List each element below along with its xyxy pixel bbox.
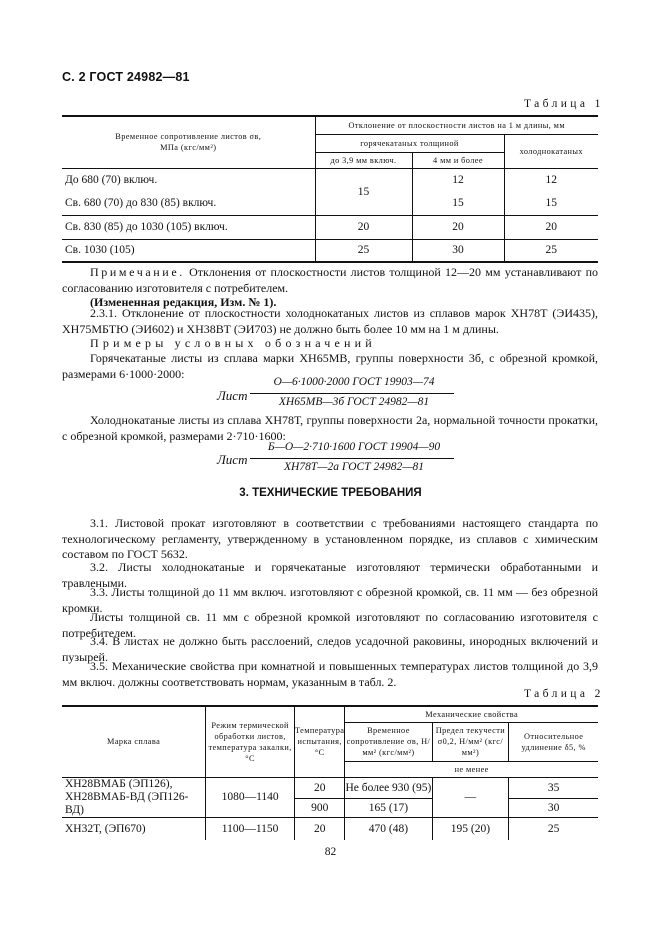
table-row: До 680 (70) включ. 15 12 12 [62, 168, 598, 191]
t1-header-deviation: Отклонение от плоскостности листов на 1 м длины, мм [315, 116, 598, 134]
paragraph-3-2: 3.2. Листы холоднокатаные и горячекатаные изготовляют термически обработанными и травлеными. [62, 560, 598, 590]
table2-label: Таблица 2 [524, 688, 604, 700]
t2-header-uts: Временное сопротивление σв, Н/мм² (кгс/мм²) [345, 722, 432, 761]
paragraph-3-4: 3.4. В листах не должно быть расслоений, следов усадочной раковины, инородных включений и пузырей. [62, 634, 598, 664]
table2 [62, 705, 598, 840]
example-1-text: Горячекатаные листы из сплава марки ХН65МВ, группы поверхности 3б, с обрезной кромкой, размерами 6·1000·2000: [62, 351, 598, 381]
t1-header-hot: горячекатаных толщиной [315, 134, 504, 152]
formula-2-fraction-line [250, 458, 454, 459]
section-3-title: 3. ТЕХНИЧЕСКИЕ ТРЕБОВАНИЯ [239, 487, 422, 499]
amendment-note: (Измененная редакция, Изм. № 1). [90, 295, 277, 309]
t1-header-cold: холоднокатаных [504, 134, 598, 168]
t2-header-min: не менее [345, 761, 598, 777]
table1-note: Примечание. Отклонения от плоскостности листов толщиной 12—20 мм устанавливают по согласованию изготовителя с потребителем. [62, 265, 599, 295]
formula-2-word: Лист [217, 452, 248, 467]
formula-1-word: Лист [217, 388, 248, 403]
formula-1-fraction-line [250, 393, 454, 394]
t2-header-temp: Температура испытания, °С [295, 706, 345, 777]
paragraph-2-3-1: 2.3.1. Отклонение от плоскостности холоднокатаных листов из сплавов марок ХН78Т (ЭИ435), ХН75МБТЮ (ЭИ602) и ХН38ВТ (ЭИ703) не должно быть более 10 мм на 1 м длины. [62, 306, 598, 336]
table1-label: Таблица 1 [524, 98, 604, 110]
t1-merged-cell: 15 [315, 168, 412, 215]
t1-header-strength: Временное сопротивление листов σв, МПа (кгс/мм²) [62, 116, 315, 168]
t2-header-mode: Режим термической обработки листов, температура закалки, °С [206, 706, 295, 777]
paragraph-3-5: 3.5. Механические свойства при комнатной и повышенных температурах листов толщиной до 3,9 мм включ. должны соответствовать нормам, указанным в табл. 2. [62, 659, 598, 689]
paragraph-3-1: 3.1. Листовой прокат изготовляют в соответствии с требованиями настоящего стандарта по технологическому регламенту, утвержденному в установленном порядке, из сплавов с химическим составом по ГОСТ 5632. [62, 516, 598, 562]
t1-header-hot-b: 4 мм и более [412, 152, 504, 168]
table1 [62, 115, 598, 263]
table-row: ХН28ВМАБ (ЭП126), ХН28ВМАБ-ВД (ЭП126-ВД) 1080—1140 20 Не более 930 (95) — 35 [62, 777, 598, 798]
paragraph-3-3-b: Листы толщиной св. 11 мм с обрезной кромкой изготовляют по согласованию изготовителя с потребителем. [62, 610, 598, 640]
table-row: Св. 680 (70) до 830 (85) включ. 15 15 [62, 191, 598, 215]
examples-title: Примеры условных обозначений [90, 336, 376, 350]
table-row: 900 165 (17) 30 [62, 798, 598, 817]
page-number: 82 [324, 846, 337, 858]
table-row: Св. 1030 (105) 25 30 25 [62, 239, 598, 262]
table-row: ХН32Т, (ЭП670) 1100—1150 20 470 (48) 195 (20) 25 [62, 817, 598, 840]
formula-2-denominator: ХН78Т—2а ГОСТ 24982—81 [284, 461, 424, 473]
t1-header-hot-a: до 3,9 мм включ. [315, 152, 412, 168]
formula-2-numerator: Б—О—2·710·1600 ГОСТ 19904—90 [267, 441, 441, 453]
example-2-text: Холоднокатаные листы из сплава ХН78Т, группы поверхности 2а, нормальной точности прокатки, с обрезной кромкой, размерами 2·710·1600: [62, 413, 598, 443]
t2-header-mech: Механические свойства [345, 706, 598, 722]
formula-1-denominator: ХН65МВ—3б ГОСТ 24982—81 [278, 396, 430, 408]
t2-header-yield: Предел текучести σ0,2, Н/мм² (кгс/мм²) [432, 722, 509, 761]
paragraph-3-3: 3.3. Листы толщиной до 11 мм включ. изготовляют с обрезной кромкой, св. 11 мм — без обрезной кромки. [62, 585, 598, 615]
formula-1-numerator: О—6·1000·2000 ГОСТ 19903—74 [273, 376, 435, 388]
t2-header-grade: Марка сплава [62, 706, 206, 777]
table-row: Св. 830 (85) до 1030 (105) включ. 20 20 20 [62, 215, 598, 239]
t2-header-elong: Относительное удлинение δ5, % [509, 722, 598, 761]
page-header: С. 2 ГОСТ 24982—81 [62, 70, 190, 84]
